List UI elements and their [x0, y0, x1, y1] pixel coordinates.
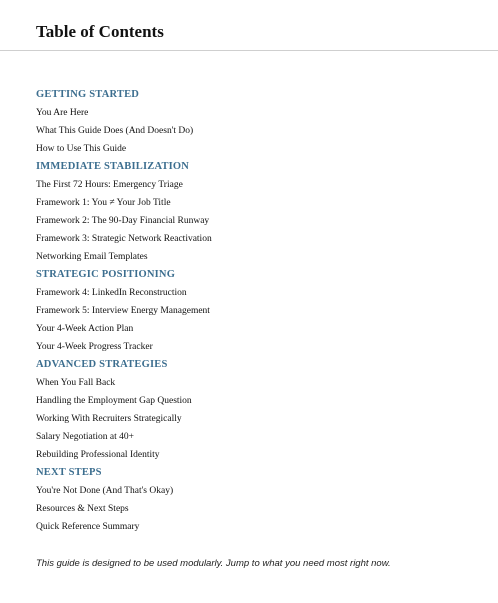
section-heading: STRATEGIC POSITIONING	[36, 269, 176, 280]
toc-link-action-plan[interactable]: Your 4-Week Action Plan	[36, 324, 134, 334]
page-title: Table of Contents	[36, 22, 164, 41]
section-strategic-positioning	[36, 266, 476, 356]
section-advanced-strategies	[36, 356, 476, 464]
toc-link-salary-negotiation[interactable]: Salary Negotiation at 40+	[36, 432, 134, 442]
section-heading: NEXT STEPS	[36, 467, 102, 478]
section-immediate-stabilization	[36, 158, 476, 266]
toc-link-recruiters[interactable]: Working With Recruiters Strategically	[36, 414, 182, 424]
toc-link-networking-email-templates[interactable]: Networking Email Templates	[36, 252, 148, 262]
toc-link-you-are-here[interactable]: You Are Here	[36, 108, 89, 118]
toc-link-progress-tracker[interactable]: Your 4-Week Progress Tracker	[36, 342, 153, 352]
section-heading: ADVANCED STRATEGIES	[36, 359, 168, 370]
toc-link-quick-reference[interactable]: Quick Reference Summary	[36, 522, 140, 532]
section-next-steps	[36, 464, 476, 536]
toc-link-first-72-hours[interactable]: The First 72 Hours: Emergency Triage	[36, 180, 183, 190]
toc-link-employment-gap[interactable]: Handling the Employment Gap Question	[36, 396, 192, 406]
toc-link-how-to-use[interactable]: How to Use This Guide	[36, 144, 127, 154]
toc-link-framework-3[interactable]: Framework 3: Strategic Network Reactivation	[36, 234, 212, 244]
toc-link-professional-identity[interactable]: Rebuilding Professional Identity	[36, 450, 160, 460]
toc-link-framework-2[interactable]: Framework 2: The 90-Day Financial Runway	[36, 216, 210, 226]
table-of-contents	[36, 86, 476, 536]
title-divider	[0, 50, 498, 51]
section-heading: GETTING STARTED	[36, 89, 140, 100]
toc-link-framework-5[interactable]: Framework 5: Interview Energy Management	[36, 306, 210, 316]
toc-link-resources[interactable]: Resources & Next Steps	[36, 504, 129, 514]
footer-note: This guide is designed to be used modularly. Jump to what you need most right now.	[36, 558, 391, 569]
section-getting-started	[36, 86, 476, 158]
toc-link-when-you-fall-back[interactable]: When You Fall Back	[36, 378, 116, 388]
section-heading: IMMEDIATE STABILIZATION	[36, 161, 190, 172]
toc-link-what-this-guide-does[interactable]: What This Guide Does (And Doesn't Do)	[36, 126, 194, 136]
toc-link-framework-1[interactable]: Framework 1: You ≠ Your Job Title	[36, 198, 171, 208]
toc-link-framework-4[interactable]: Framework 4: LinkedIn Reconstruction	[36, 288, 187, 298]
toc-link-youre-not-done[interactable]: You're Not Done (And That's Okay)	[36, 486, 174, 496]
